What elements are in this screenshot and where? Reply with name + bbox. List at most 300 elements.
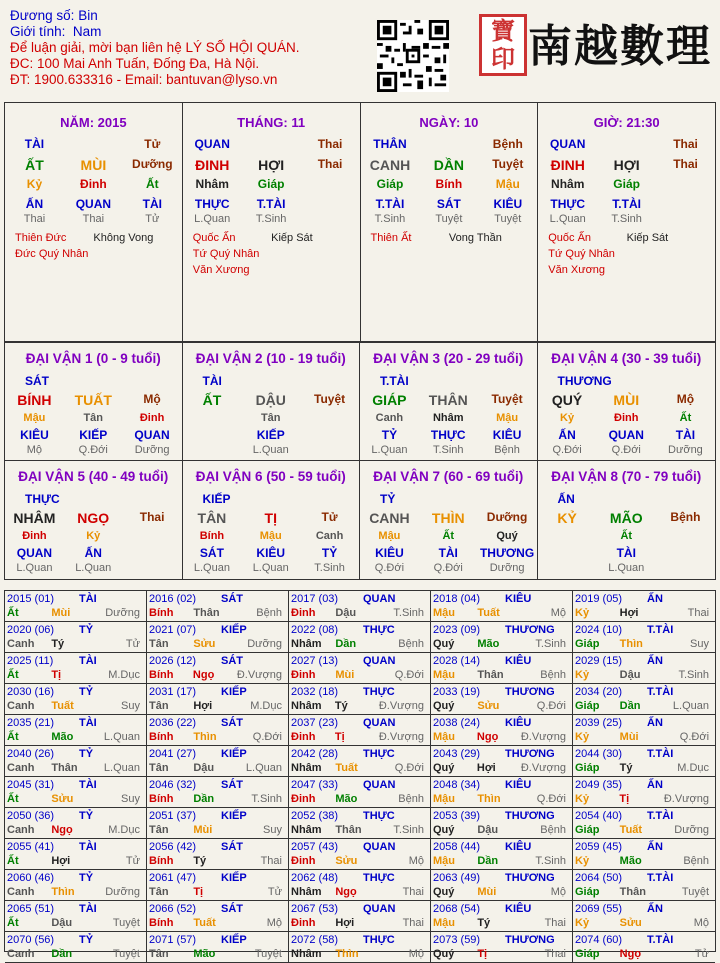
year-label: 2058 (44) [433,841,481,853]
dai-van-stem-cell: Mộ [676,392,695,406]
dai-van-head: ĐẠI VẬN 1 (0 - 9 tuổi) [25,351,161,366]
year-label: 2063 (49) [433,872,481,884]
dai-van-hidden-cell: Đinh [139,412,165,424]
year-line1 [575,592,713,606]
year-stage: Q.Đới [252,731,282,743]
dai-van-stage-cell [538,562,597,577]
year-cell [573,715,715,746]
pillar-hidden-cell: Ất [145,177,159,191]
dai-van-stage-row [183,562,360,577]
pillar-stem-row [538,157,715,177]
red-seal-stamp: 寶 印 [479,14,527,76]
year-stage: Đ.Vượng [236,669,282,681]
year-stage: M.Dục [677,762,710,774]
year-branch: Sửu [51,793,74,805]
dai-van-god-cell [656,546,715,562]
year-line2 [433,606,570,620]
pillar-god-cell: T.TÀI [256,197,286,211]
pillar-stem-row [183,157,360,177]
dai-van-3 [360,343,538,461]
dai-van-god-row [183,428,360,444]
year-stage: Đ.Vượng [520,731,566,743]
year-line1 [291,623,428,637]
year-stem: Tân [149,638,169,650]
year-stem: Canh [7,824,35,836]
year-branch: Thìn [619,638,643,650]
year-cell [5,777,147,808]
year-line2 [7,637,144,651]
dai-van-stem-row [360,510,537,530]
year-label: 2069 (55) [575,903,623,915]
year-god: TỶ [79,686,94,698]
dai-van-god-cell: TỶ [321,546,338,560]
dai-van-god-row [360,546,537,562]
dai-van-god-cell: TÀI [675,428,696,442]
pillar-star-row [538,248,715,262]
year-line2 [149,730,286,744]
year-line2 [575,606,713,620]
year-stage: Tuyệt [681,886,710,898]
year-label: 2043 (29) [433,748,481,760]
dai-van-stage-cell [300,444,359,459]
year-line1 [433,840,570,854]
year-stem: Kỷ [575,669,590,681]
dai-van-stem-cell: Dưỡng [486,510,528,524]
year-cell [431,591,573,622]
year-stage: M.Dục [108,669,140,681]
year-label: 2026 (12) [149,655,197,667]
year-label: 2074 (60) [575,934,623,946]
dai-van-god-cell: TÀI [616,546,636,560]
year-stem: Canh [7,948,35,960]
year-line1 [291,871,428,885]
year-branch: Tị [619,793,630,805]
year-stage: Tuyệt [112,917,140,929]
year-god: TÀI [79,841,97,853]
year-branch: Dần [477,855,499,867]
pillar-hidden-cell: Kỷ [26,177,43,191]
year-stage: L.Quan [103,731,140,743]
year-stem: Kỷ [575,855,590,867]
pillar-hidden-row [183,177,360,197]
dai-van-hidden-cell [538,530,597,546]
pillar-stem-cell: MÙI [80,157,107,173]
year-cell [431,839,573,870]
year-label: 2036 (22) [149,717,197,729]
year-god: KIÊU [505,593,532,605]
year-god: TÀI [79,655,97,667]
year-branch: Thân [51,762,78,774]
year-label: 2054 (40) [575,810,623,822]
year-branch: Dậu [51,917,73,929]
dai-van-hidden-row [538,412,716,428]
pillar-top-cell: Bệnh [492,137,523,151]
year-line1 [7,685,144,699]
year-branch: Tý [334,700,348,712]
year-cell [147,808,289,839]
dai-van-head: ĐẠI VẬN 7 (60 - 69 tuổi) [373,469,524,484]
star-right: Kiếp Sát [271,232,313,244]
dai-van-hidden-cell [183,412,242,428]
year-branch: Thân [335,824,362,836]
dai-van-god-row [183,546,360,562]
year-branch: Tị [193,886,204,898]
year-line2 [149,792,286,806]
year-god: TỶ [79,748,94,760]
dai-van-god: SÁT [25,374,49,388]
year-stage: Đ.Vượng [520,762,566,774]
year-line1 [7,840,144,854]
year-stem: Bính [149,731,174,743]
dai-van-stage-cell: L.Quan [608,562,645,574]
year-line2 [7,730,144,744]
year-god: KIẾP [221,624,247,636]
pillar-star-row [183,248,360,262]
year-god: QUAN [363,593,396,605]
year-cell [289,622,431,653]
year-cell [431,932,573,963]
dai-van-stage-cell: Dưỡng [489,562,525,574]
year-god: QUAN [363,779,396,791]
year-label: 2052 (38) [291,810,339,822]
year-label: 2061 (47) [149,872,197,884]
year-branch: Hợi [619,607,639,619]
dai-van-stage-cell: T.Sinh [432,444,464,456]
year-stem: Bính [149,855,174,867]
pillar-stage-cell: T.Sinh [374,213,406,225]
year-line2 [433,637,570,651]
dai-van-hidden-cell: Mậu [378,530,401,542]
pillar-god-cell: THỰC [550,197,586,211]
dai-van-stem-row [538,392,716,412]
dai-van-god-cell [123,546,182,562]
year-line1 [575,871,713,885]
year-stage: Q.Đới [536,700,566,712]
pillar-hidden-cell: Nhâm [195,177,229,191]
pillar-god-cell: T.TÀI [612,197,641,211]
year-line1 [291,654,428,668]
star-right [627,248,705,262]
year-stage: Mộ [408,948,424,960]
year-cell [573,839,715,870]
pillar-top-cell [419,137,478,157]
year-line2 [575,823,713,837]
year-line1 [149,840,286,854]
dai-van-stem-cell: NHÂM [13,510,56,526]
year-line1 [433,685,570,699]
star-right [271,248,349,262]
year-stem: Kỷ [575,731,590,743]
year-stage: Tử [267,886,282,898]
year-cell [289,839,431,870]
year-stage: T.Sinh [251,793,282,805]
year-god: KIÊU [505,903,532,915]
year-cell [147,839,289,870]
year-cell [147,870,289,901]
pillar-star-row [183,232,360,246]
dai-van-god-cell: THỰC [430,428,466,442]
dai-van-god-cell: QUAN [16,546,53,560]
year-line2 [149,699,286,713]
dai-van-hidden-row [360,412,537,428]
year-line1 [7,654,144,668]
star-left: Thiên Ất [370,232,412,244]
pillar-stage-cell [656,213,715,228]
pillar-stem-cell: Tuyệt [492,157,524,171]
pillar-hidden-cell: Giáp [257,177,285,191]
year-line2 [433,916,570,930]
pillar-hidden-row [361,177,538,197]
year-cell [147,901,289,932]
year-god: ẤN [647,779,663,791]
year-line2 [291,916,428,930]
year-line2 [433,947,570,961]
dai-van-god-cell: THƯƠNG [479,546,535,560]
year-stage: Q.Đới [394,762,424,774]
year-stage: Suy [121,700,140,712]
year-god: KIẾP [221,872,247,884]
dai-van-stem-cell: QUÝ [551,392,583,408]
dai-van-god-row [360,428,537,444]
year-stem: Bính [149,793,174,805]
year-line2 [149,668,286,682]
pillar-top-row [361,137,538,157]
dai-van-hidden-cell: Ất [679,412,692,424]
year-line1 [575,654,713,668]
pillar-star-row [361,232,538,246]
year-cell [289,808,431,839]
year-label: 2035 (21) [7,717,55,729]
year-label: 2050 (36) [7,810,55,822]
year-cell [147,777,289,808]
pillar-god-row [361,197,538,213]
owner-value: Bin [78,8,98,23]
pillar-top-cell: Tử [144,137,161,151]
year-branch: Hợi [476,762,496,774]
year-line2 [291,606,428,620]
dai-van-god-row [5,546,182,562]
year-line2 [291,730,428,744]
year-cell [431,622,573,653]
star-right [271,264,349,278]
year-label: 2064 (50) [575,872,623,884]
dai-van-head: ĐẠI VẬN 5 (40 - 49 tuổi) [18,469,169,484]
year-god: KIẾP [221,934,247,946]
dai-van-hidden-cell: Ất [620,530,633,542]
year-line1 [7,933,144,947]
dai-van-hidden-cell: Tân [260,412,281,424]
year-stem: Bính [149,917,174,929]
dai-van-god: T.TÀI [380,374,409,388]
year-line1 [291,716,428,730]
year-god: TÀI [79,717,97,729]
pillar-hidden-row [538,177,715,197]
year-god: KIẾP [221,810,247,822]
dai-van-god-row [538,428,716,444]
year-stage: Thai [402,886,424,898]
dai-van-god-cell: KIÊU [256,546,286,560]
year-cell [5,901,147,932]
year-cell [431,901,573,932]
dai-van-stem-cell: Bệnh [670,510,701,524]
dai-van-hidden-cell [300,412,359,428]
dai-van-god-cell: KIÊU [20,428,49,442]
year-god: T.TÀI [647,686,674,698]
year-label: 2019 (05) [575,593,623,605]
year-cell [573,932,715,963]
year-line1 [149,592,286,606]
year-line1 [7,778,144,792]
year-stage: M.Dục [250,700,282,712]
dai-van-stem-cell: Tử [321,510,338,524]
year-label: 2024 (10) [575,624,623,636]
dai-van-stem-cell: KỶ [557,510,577,526]
year-line1 [149,716,286,730]
dai-van-stage-cell: T.Sinh [314,562,345,574]
year-cell [147,715,289,746]
year-line2 [291,761,428,775]
year-line1 [433,654,570,668]
year-stem: Tân [149,762,169,774]
year-god: KIÊU [505,779,532,791]
dai-van-stage-row [538,562,716,577]
pillar-top-cell [242,137,301,157]
year-label: 2039 (25) [575,717,623,729]
star-right [627,264,705,278]
year-god: THỰC [363,624,395,636]
dai-van-stem-cell: TỊ [264,510,277,526]
year-stem: Ất [7,793,19,805]
year-branch: Thân [477,669,504,681]
dai-van-god-cell: SÁT [199,546,224,560]
year-line1 [149,778,286,792]
year-line1 [7,716,144,730]
year-line2 [7,761,144,775]
year-line2 [575,916,713,930]
dai-van-stem-row [5,510,182,530]
dai-van-hidden-cell: Quý [496,530,518,542]
year-label: 2067 (53) [291,903,339,915]
pillar-stem-cell: DẦN [433,157,465,173]
dai-van-god-cell: ẤN [558,428,576,442]
year-branch: Dần [335,638,357,650]
year-stem: Kỷ [575,917,590,929]
year-god: THỰC [363,748,395,760]
star-right: Vong Thần [448,232,502,244]
year-label: 2059 (45) [575,841,623,853]
year-cell [431,870,573,901]
dai-van-stage-cell: L.Quan [252,562,289,574]
year-god: THƯƠNG [505,748,555,760]
year-line1 [149,933,286,947]
year-line1 [433,778,570,792]
dai-van-hidden-cell: Đinh [22,530,47,542]
dai-van-god: TÀI [202,374,222,388]
year-line2 [291,699,428,713]
year-line2 [149,885,286,899]
year-stem: Mậu [433,855,455,867]
pillar-stem-row [5,157,182,177]
year-cell [5,839,147,870]
year-line1 [7,747,144,761]
dai-van-god-cell [538,546,597,562]
year-line1 [149,809,286,823]
year-branch: Tý [51,638,65,650]
year-cell [147,591,289,622]
pillar-stem-row [361,157,538,177]
dai-van-5 [5,461,183,579]
pillar-top-cell: QUAN [194,137,230,151]
year-cell [289,901,431,932]
dai-van-stem-row [183,392,360,412]
pillar-head: THÁNG: 11 [237,115,306,130]
year-cell [289,715,431,746]
year-cell [289,746,431,777]
star-left: Tứ Quý Nhân [192,248,260,260]
year-branch: Tý [193,855,207,867]
year-god: T.TÀI [647,934,674,946]
pillar-top-row [538,137,715,157]
dai-van-hidden-cell: Bính [199,530,225,542]
year-god: T.TÀI [647,624,674,636]
year-stage: Tuyệt [112,948,140,960]
year-branch: Tý [477,917,491,929]
year-god: TÀI [79,593,97,605]
gender-value: Nam [72,24,102,39]
dai-van-hidden-row [183,530,360,546]
dai-van-4 [538,343,716,461]
year-branch: Thìn [477,793,501,805]
year-stem: Ất [7,855,19,867]
year-god: THƯƠNG [505,810,555,822]
year-label: 2068 (54) [433,903,481,915]
year-line1 [291,840,428,854]
year-branch: Mùi [193,824,213,836]
year-cell [147,622,289,653]
star-left: Tứ Quý Nhân [548,248,615,260]
year-stage: Đ.Vượng [378,731,424,743]
year-god: SÁT [221,655,243,667]
pillar-hidden-cell: Nhâm [551,177,585,191]
year-branch: Tị [334,731,345,743]
dai-van-stage-cell: Dưỡng [668,444,703,456]
year-stem: Canh [7,638,35,650]
year-cell [573,808,715,839]
pillar-stem-cell: ĐINH [195,157,230,173]
dai-van-hidden-cell [123,530,182,546]
year-stem: Đinh [291,793,316,805]
year-line2 [291,885,428,899]
year-line2 [433,885,570,899]
year-cell [573,684,715,715]
year-god: THƯƠNG [505,872,555,884]
year-label: 2053 (39) [433,810,481,822]
pillar-top-cell: TÀI [24,137,45,151]
pillar-stem-cell: Thai [673,157,698,171]
pillar-stem-cell: HỢI [258,157,285,173]
year-stage: L.Quan [245,762,282,774]
year-stage: Suy [121,793,140,805]
year-stem: Nhâm [291,638,322,650]
year-cell [289,653,431,684]
year-stem: Đinh [291,669,316,681]
year-god: TÀI [79,903,97,915]
year-stage: Q.Đới [394,669,424,681]
year-label: 2065 (51) [7,903,55,915]
year-cell [5,622,147,653]
year-branch: Tuất [193,917,216,929]
year-cell [573,591,715,622]
